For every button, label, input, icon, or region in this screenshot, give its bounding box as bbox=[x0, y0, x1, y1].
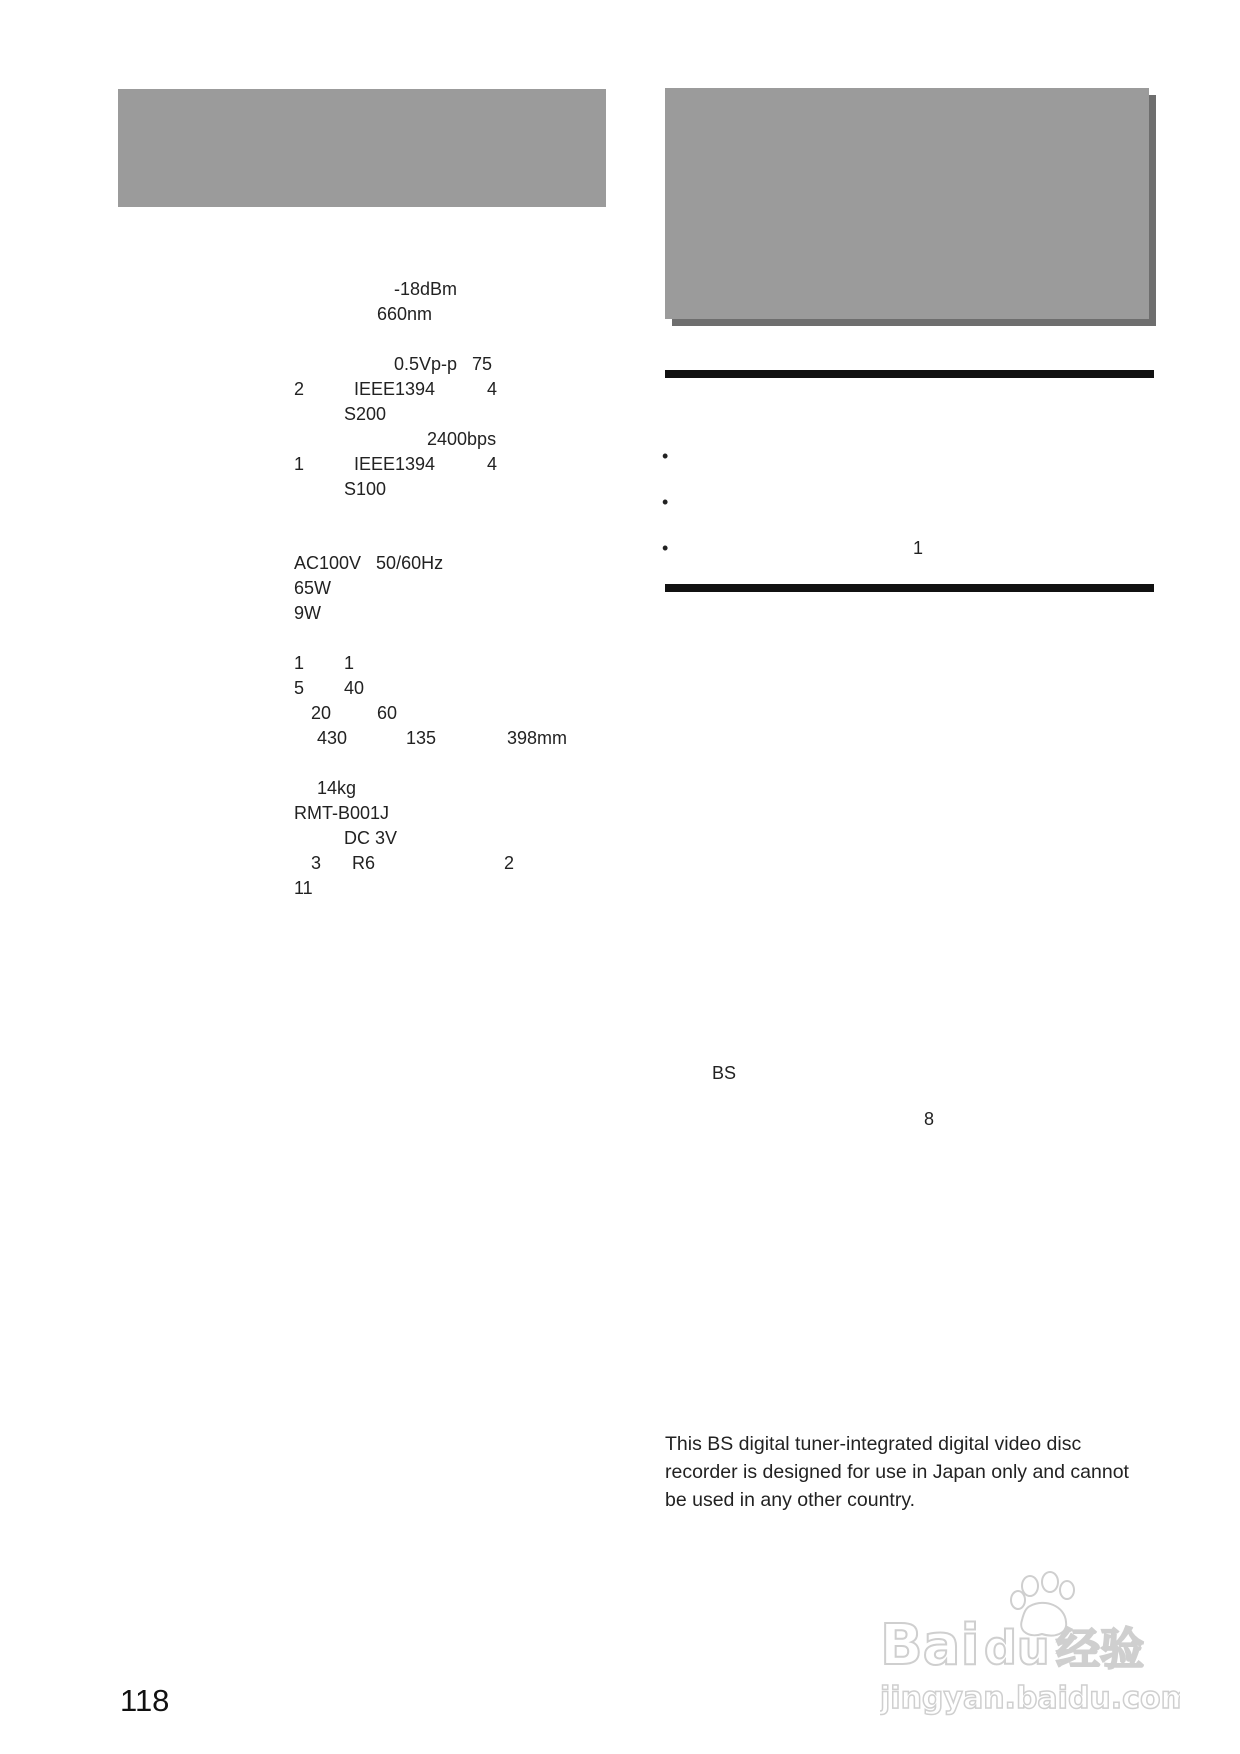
spec-battery-num: 3 bbox=[311, 853, 322, 873]
spec-dim-width: 430 bbox=[317, 728, 348, 748]
spec-ieee-b-num: 1 bbox=[294, 454, 305, 474]
watermark-brand-du: du bbox=[984, 1621, 1050, 1675]
watermark-brand: Bai bbox=[880, 1613, 980, 1678]
bullet-marker: • bbox=[662, 446, 669, 466]
spec-remote-model: RMT-B001J bbox=[294, 803, 390, 823]
spec-power-supply: AC100V 50/60Hz bbox=[294, 553, 444, 573]
spec-item-last: 11 bbox=[294, 878, 313, 898]
usage-note: This BS digital tuner-integrated digital video disc recorder is designed for use in Japan only and cannot be used in any other country. bbox=[665, 1433, 1129, 1511]
spec-wavelength: 660nm bbox=[377, 304, 433, 324]
spec-ieee-a-speed: S200 bbox=[344, 404, 387, 424]
spec-battery-count: 2 bbox=[504, 853, 515, 873]
footnote-number: 8 bbox=[924, 1109, 935, 1129]
spec-humidity-min: 20 bbox=[311, 703, 332, 723]
bullet-marker: • bbox=[662, 492, 669, 512]
spec-temp-max: 40 bbox=[344, 678, 365, 698]
spec-item-a2: 1 bbox=[344, 653, 355, 673]
spec-video-level: 0.5Vp-p 75 bbox=[394, 354, 493, 374]
spec-ieee-a-num: 2 bbox=[294, 379, 305, 399]
bottom-rule bbox=[665, 584, 1154, 592]
spec-humidity-max: 60 bbox=[377, 703, 398, 723]
spec-temp-min: 5 bbox=[294, 678, 305, 698]
baidu-jingyan-watermark bbox=[880, 1568, 1180, 1718]
spec-standby-power: 9W bbox=[294, 603, 321, 623]
spec-ieee-b-pins: 4 bbox=[487, 454, 498, 474]
page-number: 118 bbox=[120, 1683, 170, 1718]
spec-ieee-a-pins: 4 bbox=[487, 379, 498, 399]
spec-ieee-b-std: IEEE1394 bbox=[354, 454, 436, 474]
spec-ieee-b-speed: S100 bbox=[344, 479, 387, 499]
spec-remote-power: DC 3V bbox=[344, 828, 398, 848]
top-rule bbox=[665, 370, 1154, 378]
bullet-marker: • bbox=[662, 538, 669, 558]
spec-power-consumption: 65W bbox=[294, 578, 332, 598]
spec-ieee-a-std: IEEE1394 bbox=[354, 379, 436, 399]
spec-modem-speed: 2400bps bbox=[427, 429, 497, 449]
spec-dim-height: 135 bbox=[406, 728, 437, 748]
spec-weight: 14kg bbox=[317, 778, 357, 798]
spec-item-a1: 1 bbox=[294, 653, 305, 673]
bullet-text: 1 bbox=[913, 538, 924, 558]
spec-optical-level: -18dBm bbox=[394, 279, 458, 299]
spec-battery-type: R6 bbox=[352, 853, 376, 873]
spec-dim-depth: 398mm bbox=[507, 728, 568, 748]
watermark-url: jingyan.baidu.com bbox=[880, 1681, 1180, 1716]
right-section-header bbox=[665, 88, 1149, 319]
baidu-paw-icon bbox=[880, 1568, 1180, 1718]
bs-label: BS bbox=[712, 1063, 737, 1083]
left-section-header bbox=[118, 89, 606, 207]
watermark-suffix: 经验 bbox=[1056, 1624, 1144, 1675]
